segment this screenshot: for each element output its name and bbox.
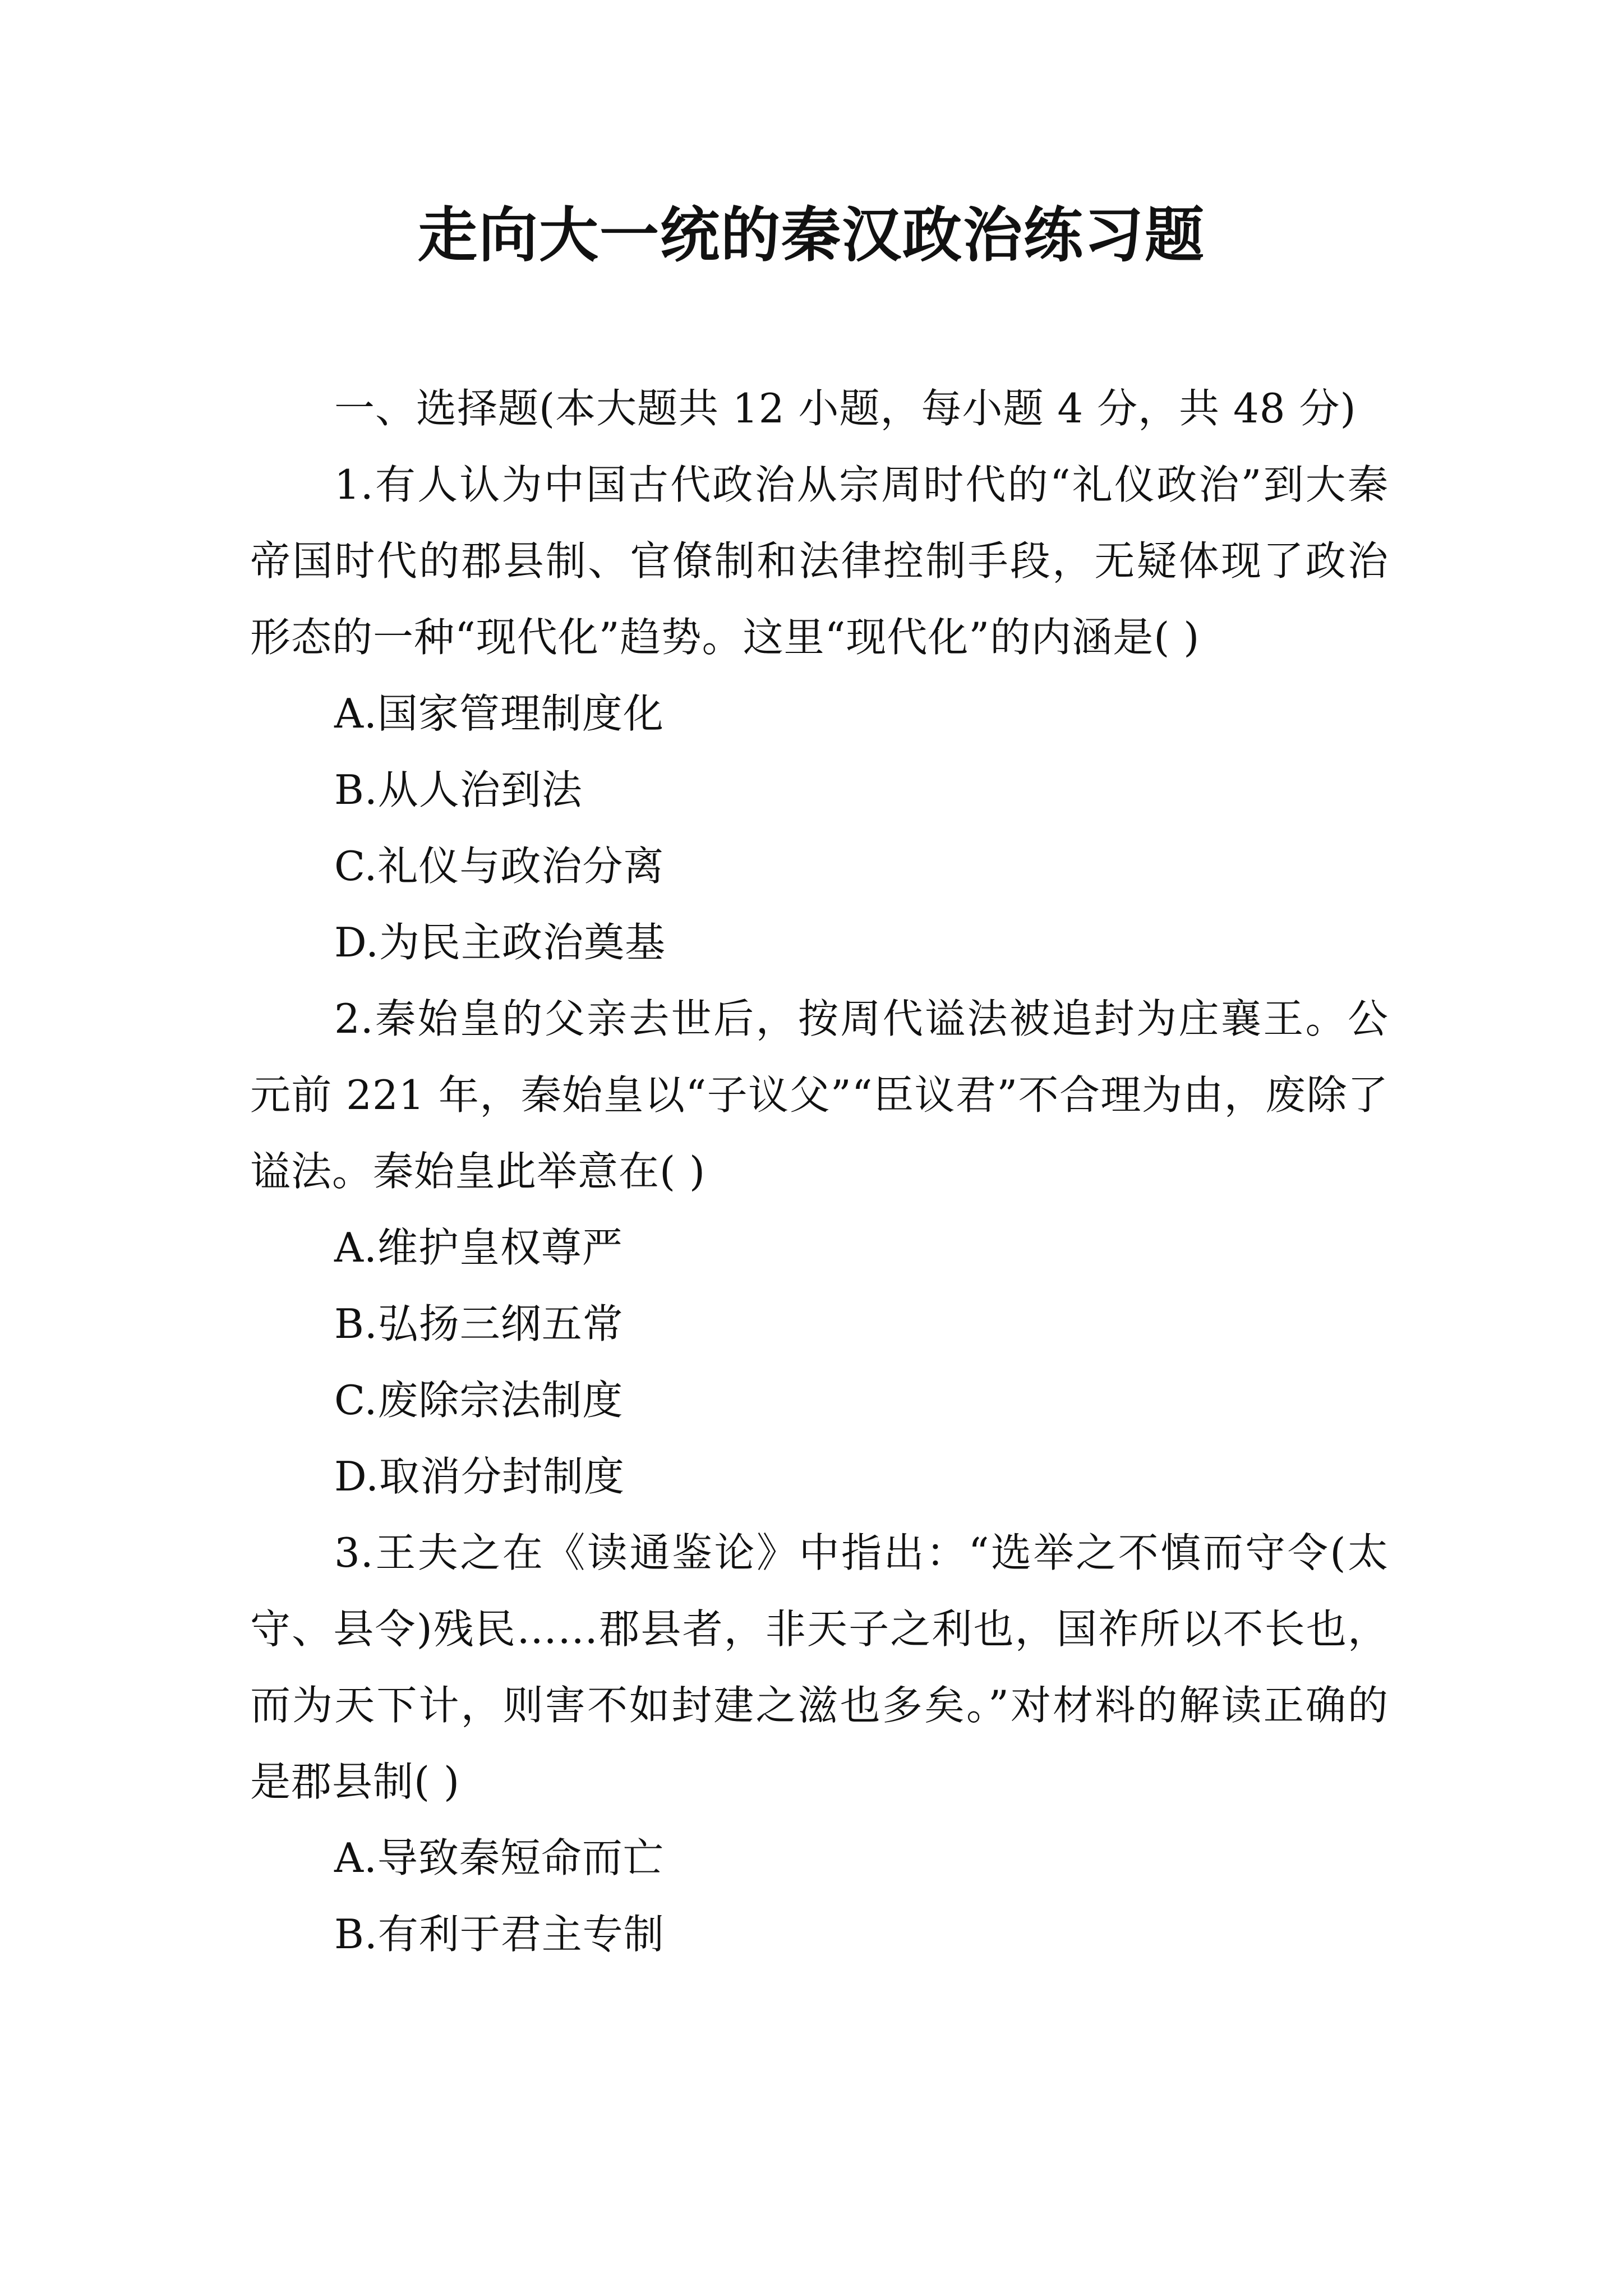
document-body [250, 370, 1389, 1972]
question-stem: 2.秦始皇的父亲去世后，按周代谥法被追封为庄襄王。公元前 221 年，秦始皇以“子议父”“臣议君”不合理为由，废除了谥法。秦始皇此举意在( ) [250, 995, 1389, 1195]
option-c: C.礼仪与政治分离 [334, 843, 665, 890]
section-heading: 一、选择题(本大题共 12 小题，每小题 4 分，共 48 分) [334, 385, 1357, 432]
option-b: B.有利于君主专制 [334, 1911, 665, 1958]
document-title: 走向大一统的秦汉政治练习题 [418, 201, 1205, 270]
option-a: A.维护皇权尊严 [334, 1224, 623, 1271]
question-2 [250, 981, 1389, 1515]
option-c: C.废除宗法制度 [334, 1377, 624, 1424]
option-a: A.国家管理制度化 [334, 690, 664, 737]
question-stem: 1.有人认为中国古代政治从宗周时代的“礼仪政治”到大秦帝国时代的郡县制、官僚制和法律控制手段，无疑体现了政治形态的一种“现代化”趋势。这里“现代化”的内涵是( ) [250, 461, 1389, 661]
question-stem: 3.王夫之在《读通鉴论》中指出：“选举之不慎而守令(太守、县令)残民……郡县者，非天子之利也，国祚所以不长也，而为天下计，则害不如封建之滋也多矣。”对材料的解读正确的是郡县制( ) [250, 1529, 1389, 1805]
option-a: A.导致秦短命而亡 [334, 1834, 664, 1881]
option-d: D.为民主政治奠基 [334, 919, 666, 966]
option-b: B.从人治到法 [334, 766, 583, 813]
question-3 [250, 1515, 1389, 1972]
option-b: B.弘扬三纲五常 [334, 1300, 624, 1347]
option-d: D.取消分封制度 [334, 1453, 625, 1500]
question-1 [250, 447, 1389, 981]
